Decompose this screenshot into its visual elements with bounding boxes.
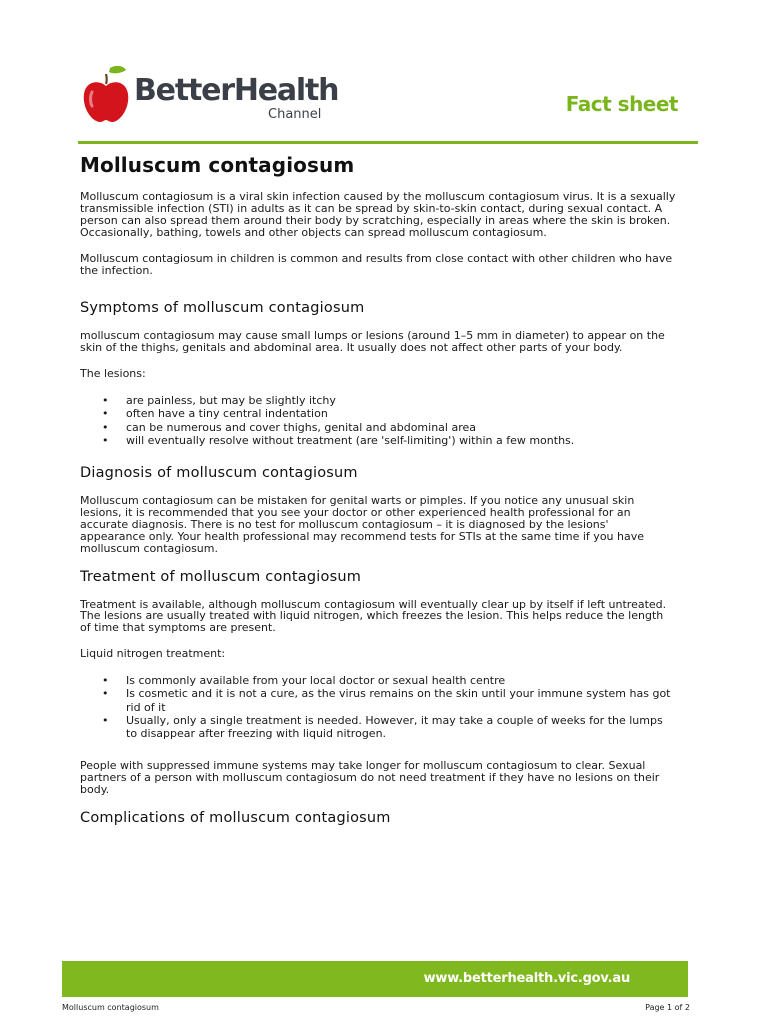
footer-document-name: Molluscum contagiosum	[62, 1003, 159, 1012]
list-item	[80, 421, 676, 434]
list-item-text: are painless, but may be slightly itchy	[126, 394, 336, 408]
list-item-text: Is cosmetic and it is not a cure, as the virus remains on the skin until your immune system has got rid of it	[126, 687, 671, 714]
apple-icon	[80, 64, 132, 126]
diagnosis-paragraph: Molluscum contagiosum can be mistaken for genital warts or pimples. If you notice any unusual skin lesions, it is recommended that you see your doctor or other experienced health professional for an accurate diagnosis. There is no test for molluscum contagiosum – it is diagnosed by the lesions' appearance only. Your health professional may recommend tests for STIs at the same time if you have molluscum contagiosum.	[80, 493, 645, 555]
bullet-icon: •	[102, 407, 109, 421]
bullet-icon: •	[102, 420, 109, 434]
page-title: Molluscum contagiosum	[80, 153, 355, 177]
treatment-list	[80, 674, 676, 740]
list-item	[80, 407, 676, 420]
treatment-paragraph: Treatment is available, although molluscum contagiosum will eventually clear up by itself if left untreated. The lesions are usually treated with liquid nitrogen, which freezes the lesion. This helps reduce the length of time that symptoms are present.	[80, 597, 667, 635]
list-item-text: can be numerous and cover thighs, genital and abdominal area	[126, 420, 477, 434]
bullet-icon: •	[102, 394, 109, 408]
list-item	[80, 674, 676, 687]
list-item-text: often have a tiny central indentation	[126, 407, 328, 421]
section-heading-complications: Complications of molluscum contagiosum	[80, 809, 391, 826]
list-item	[80, 687, 676, 713]
list-item	[80, 714, 676, 740]
intro-paragraph: Molluscum contagiosum is a viral skin infection caused by the molluscum contagiosum virus. It is a sexually transmissible infection (STI) in adults as it can be spread by skin-to-skin contact, during sexual contact. A person can also spread them around their body by scratching, especially in areas where the skin is broken. Occasionally, bathing, towels and other objects can spread molluscum contagiosum.	[80, 190, 676, 239]
header-divider	[78, 141, 698, 144]
footer-website-link[interactable]: www.betterhealth.vic.gov.au	[423, 971, 630, 986]
intro-paragraph: Molluscum contagiosum in children is common and results from close contact with other children who have the infection.	[80, 251, 673, 277]
symptoms-lead: The lesions:	[80, 367, 146, 381]
list-item	[80, 394, 676, 407]
section-heading-treatment: Treatment of molluscum contagiosum	[80, 568, 362, 585]
document-type-label: Fact sheet	[565, 92, 678, 116]
symptoms-paragraph: molluscum contagiosum may cause small lumps or lesions (around 1–5 mm in diameter) to appear on the skin of the thighs, genitals and abdominal area. It usually does not affect other parts of your body.	[80, 329, 665, 355]
brand-subtitle: Channel	[268, 107, 322, 122]
section-heading-diagnosis: Diagnosis of molluscum contagiosum	[80, 464, 358, 481]
symptoms-list	[80, 394, 676, 447]
bullet-icon: •	[102, 674, 109, 688]
brand-name: BetterHealth	[134, 73, 339, 108]
page-number: Page 1 of 2	[645, 1003, 690, 1012]
footer-bar	[62, 961, 688, 997]
treatment-lead: Liquid nitrogen treatment:	[80, 647, 226, 661]
list-item-text: Is commonly available from your local doctor or sexual health centre	[126, 674, 506, 688]
brand-logo[interactable]	[78, 62, 358, 132]
list-item-text: Usually, only a single treatment is needed. However, it may take a couple of weeks for the lumps to disappear after freezing with liquid nitrogen.	[126, 713, 663, 740]
list-item	[80, 434, 676, 447]
bullet-icon: •	[102, 687, 109, 701]
header	[78, 62, 694, 134]
bullet-icon: •	[102, 713, 109, 727]
section-heading-symptoms: Symptoms of molluscum contagiosum	[80, 300, 365, 317]
treatment-closing-paragraph: People with suppressed immune systems may take longer for molluscum contagiosum to clear. Sexual partners of a person with molluscum contagiosum do not need treatment if they have no lesions on their body.	[80, 759, 660, 796]
bullet-icon: •	[102, 433, 109, 447]
main-content	[80, 150, 676, 840]
list-item-text: will eventually resolve without treatment (are 'self-limiting') within a few months.	[126, 433, 575, 447]
